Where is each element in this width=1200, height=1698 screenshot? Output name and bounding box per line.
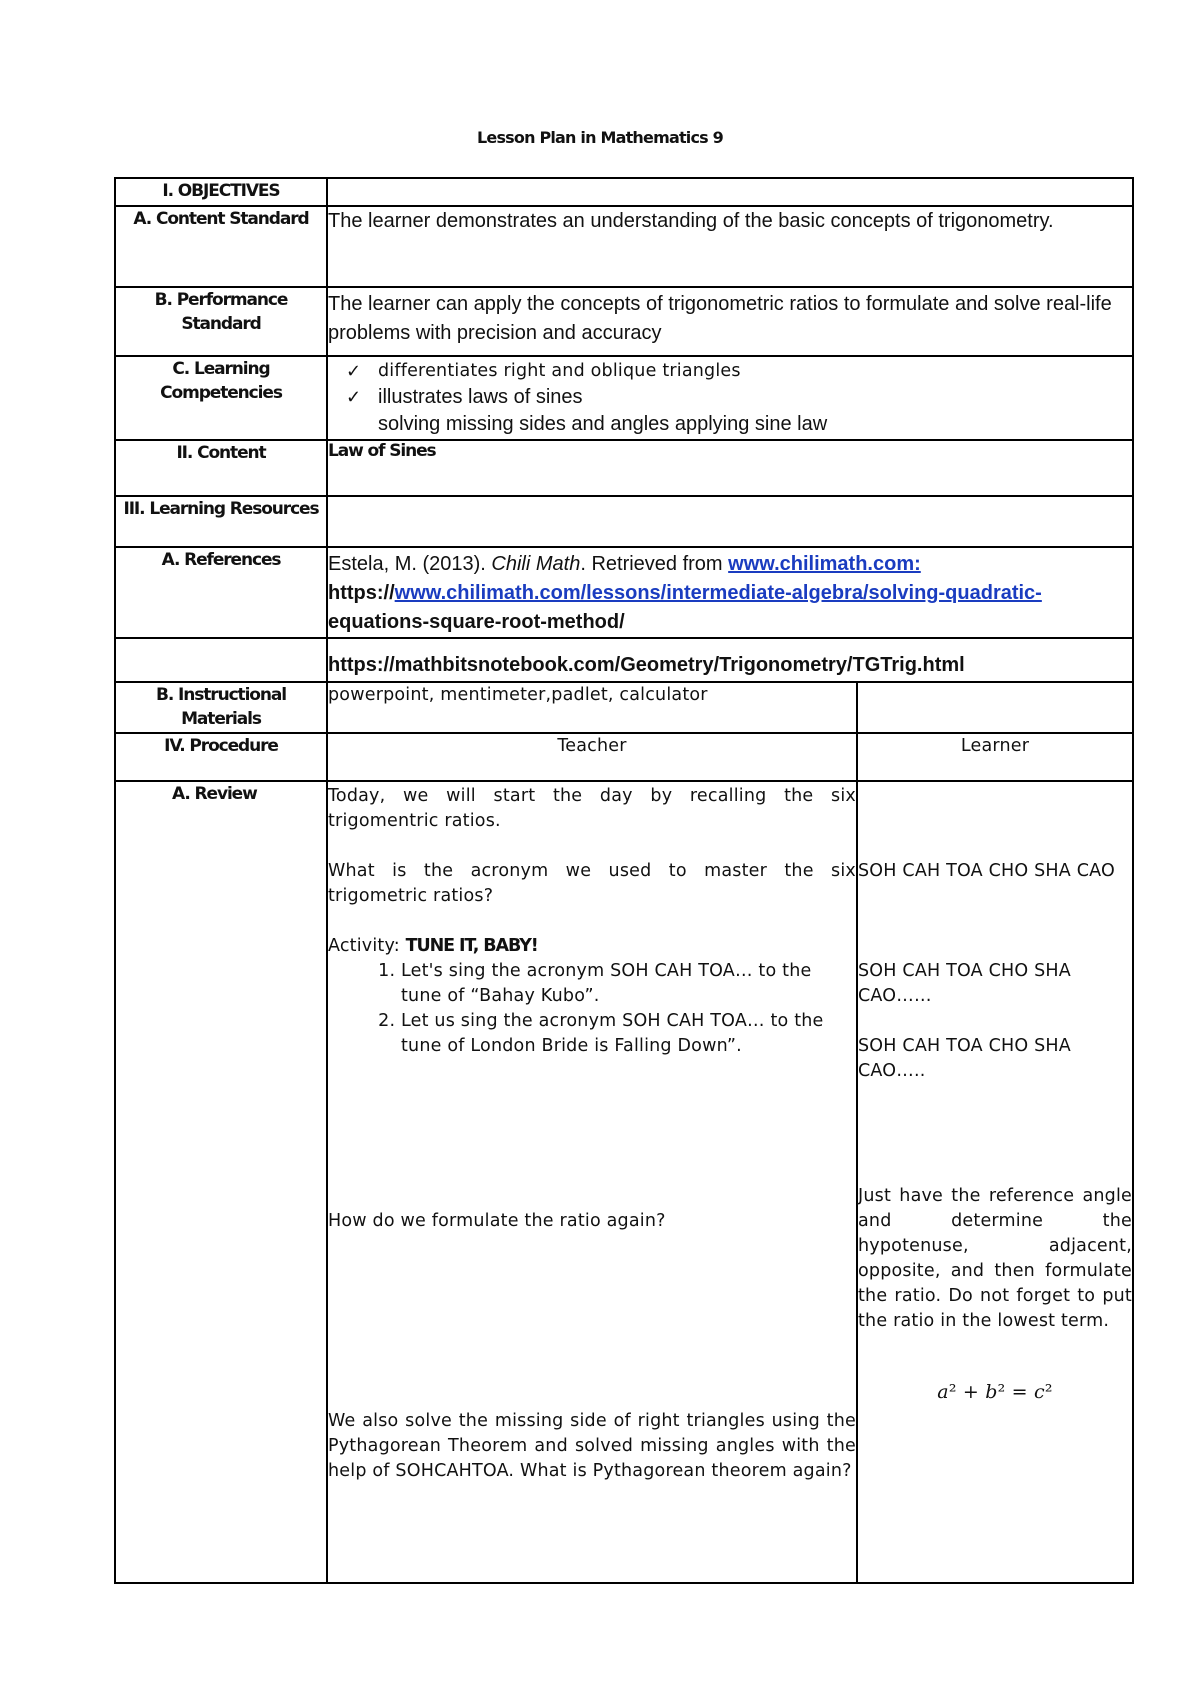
activity-step: 2. Let us sing the acronym SOH CAH TOA… to the tune of London Bride is Falling Down”. xyxy=(401,1009,856,1059)
instructional-materials-empty-cell xyxy=(857,682,1133,733)
objectives-row xyxy=(115,178,1133,206)
procedure-header-row xyxy=(115,733,1133,781)
learner-answer-ratio: Just have the reference angle and determine the hypotenuse, adjacent, opposite, and then formulate the ratio. Do not forget to put the ratio in the lowest term. xyxy=(858,1186,1132,1331)
learner-answer-acronym: SOH CAH TOA CHO SHA CAO xyxy=(858,861,1115,881)
reference-2-empty-label xyxy=(115,638,327,682)
reference-url-tail: equations-square-root-method/ xyxy=(328,611,625,633)
content-label: II. Content xyxy=(115,440,327,496)
learner-header: Learner xyxy=(857,733,1133,781)
activity-label: Activity: xyxy=(328,936,406,956)
references-row xyxy=(115,547,1133,638)
activity-title xyxy=(328,934,856,959)
competency-text: solving missing sides and angles applying sine law xyxy=(378,413,828,435)
reference-2-row xyxy=(115,638,1133,682)
activity-name: TUNE IT, BABY! xyxy=(405,936,538,956)
review-teacher-cell xyxy=(327,781,857,1583)
objectives-label: I. OBJECTIVES xyxy=(115,178,327,206)
checkmark-icon: ✓ xyxy=(346,361,362,382)
review-row xyxy=(115,781,1133,1583)
chilimath-lesson-link[interactable]: www.chilimath.com/lessons/intermediate-algebra/solving-quadratic- xyxy=(394,582,1042,604)
instructional-materials-label: B. Instructional Materials xyxy=(115,682,327,733)
lesson-plan-table xyxy=(114,177,1134,1584)
teacher-intro: Today, we will start the day by recalling the six trigomentric ratios. xyxy=(328,786,856,831)
learning-resources-row xyxy=(115,496,1133,547)
reference-url xyxy=(328,579,1132,608)
procedure-label: IV. Procedure xyxy=(115,733,327,781)
citation-title: Chili Math xyxy=(491,553,581,575)
learning-competencies-row xyxy=(115,356,1133,440)
review-label: A. Review xyxy=(115,781,327,1583)
learning-competencies-cell xyxy=(327,356,1133,440)
content-row xyxy=(115,440,1133,496)
teacher-question-ratio: How do we formulate the ratio again? xyxy=(328,1211,666,1231)
performance-standard-text: The learner can apply the concepts of trigonometric ratios to formulate and solve real-life problems with precision and accuracy xyxy=(327,287,1133,356)
objectives-empty-cell xyxy=(327,178,1133,206)
content-standard-label: A. Content Standard xyxy=(115,206,327,287)
reference-2-url: https://mathbitsnotebook.com/Geometry/Trigonometry/TGTrig.html xyxy=(327,638,1133,682)
content-standard-row xyxy=(115,206,1133,287)
references-label: A. References xyxy=(115,547,327,638)
checkmark-icon: ✓ xyxy=(346,387,362,407)
activity-steps xyxy=(328,959,856,1059)
instructional-materials-text: powerpoint, mentimeter,padlet, calculator xyxy=(327,682,857,733)
content-standard-text: The learner demonstrates an understanding of the basic concepts of trigonometry. xyxy=(327,206,1133,287)
url-prefix: https:// xyxy=(328,582,395,604)
citation-author: Estela, M. (2013). xyxy=(328,553,492,575)
references-cell xyxy=(327,547,1133,638)
competencies-list xyxy=(328,359,1132,438)
citation-rest: . Retrieved from xyxy=(580,553,729,575)
competency-item xyxy=(378,411,1132,438)
activity-step: 1. Let's sing the acronym SOH CAH TOA… to the tune of “Bahay Kubo”. xyxy=(401,959,856,1009)
pythagorean-formula: 𝑎² + 𝑏² = 𝑐² xyxy=(937,1381,1053,1403)
learner-answer-song-1: SOH CAH TOA CHO SHA CAO…… xyxy=(858,961,1071,1006)
activity-block xyxy=(328,934,856,1059)
content-text: Law of Sines xyxy=(327,440,1133,496)
competency-text: differentiates right and oblique triangles xyxy=(378,361,741,381)
chilimath-link[interactable]: www.chilimath.com: xyxy=(728,553,921,575)
instructional-materials-row xyxy=(115,682,1133,733)
performance-standard-row xyxy=(115,287,1133,356)
reference-citation xyxy=(328,550,1132,579)
teacher-question-pythagorean: We also solve the missing side of right triangles using the Pythagorean Theorem and solved missing angles with the help of SOHCAHTOA. What is Pythagorean theorem again? xyxy=(328,1411,856,1481)
competency-text: illustrates laws of sines xyxy=(378,386,583,408)
competency-item xyxy=(346,384,1132,411)
teacher-question-acronym: What is the acronym we used to master the six trigometric ratios? xyxy=(328,861,856,906)
page-title: Lesson Plan in Mathematics 9 xyxy=(477,128,723,147)
learning-resources-label: III. Learning Resources xyxy=(115,496,327,547)
learner-answer-song-2: SOH CAH TOA CHO SHA CAO….. xyxy=(858,1036,1071,1081)
competency-item xyxy=(346,359,1132,384)
learning-competencies-label: C. Learning Competencies xyxy=(115,356,327,440)
learning-resources-empty-cell xyxy=(327,496,1133,547)
review-learner-cell xyxy=(857,781,1133,1583)
performance-standard-label: B. Performance Standard xyxy=(115,287,327,356)
teacher-header: Teacher xyxy=(327,733,857,781)
